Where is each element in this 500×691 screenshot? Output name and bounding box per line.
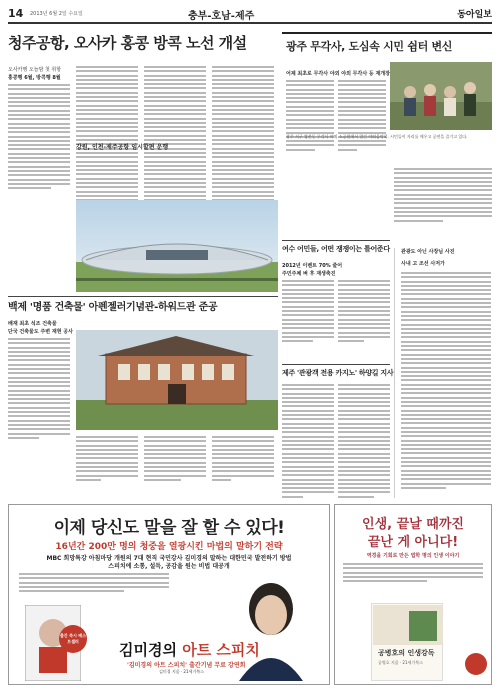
ad-right-line-1: 인생, 끝날 때까진 xyxy=(362,517,464,532)
baekje-col-4 xyxy=(212,436,274,481)
yeosu-sub-2: 주민주체 벼 후 재생축진 xyxy=(282,271,336,277)
gwangju-story xyxy=(282,32,492,152)
jeju-col-1 xyxy=(282,384,334,498)
lead-headline: 청주공항, 오사카 홍콩 방콕 노선 개설 xyxy=(8,34,247,52)
section-name: 충부-호남-제주 xyxy=(188,11,255,22)
yeosu-col-1 xyxy=(282,280,334,342)
baekje-rule xyxy=(8,296,278,297)
page-number: 14 xyxy=(8,7,24,20)
ad-right-badge xyxy=(465,653,487,675)
ad-mid-line-2: 스피치에 소통, 설득, 공감을 원는 비법 대공개 xyxy=(108,563,230,570)
lead-column-1 xyxy=(8,84,70,189)
lead-byline: 오사카행 오늘밤 첫 취항 xyxy=(8,67,62,73)
jeju-rule xyxy=(282,364,390,365)
page-header xyxy=(8,6,492,24)
ad-right-book xyxy=(371,603,443,681)
ad-right-text xyxy=(343,563,483,582)
baekje-headline: 백제 '명품 건축물' 아펜젤러기념관-하워드관 준공 xyxy=(8,302,218,313)
sidebar-title: 관광도 아닌 사장님 사진 xyxy=(401,249,455,255)
baekje-col-3 xyxy=(144,436,206,481)
gangwon-headline: 강원, 인천-제주공항 임시할편 운행 xyxy=(76,144,169,151)
gwangju-col-1 xyxy=(286,80,334,151)
baekje-col-1 xyxy=(8,338,70,439)
ad-book-title xyxy=(119,639,260,660)
baekje-sub-2: 단국 건축물도 주변 재현 공사 xyxy=(8,329,73,335)
sidebar-subtitle: 사내 고 조선 사저가 xyxy=(401,261,445,267)
ad-right-sub: 역경을 기회로 만든 법학 명의 인생 이야기 xyxy=(366,553,460,559)
ad-headline: 이제 당신도 말을 잘 할 수 있다! xyxy=(53,518,285,538)
ad-author: 김미경 지음 · 21세기북스 xyxy=(159,669,204,674)
ad-tagline: '김미경의 아트 스피치' 출간기념 무료 강연회 xyxy=(127,662,246,669)
gwangju-headline: 광주 무각사, 도심속 시민 쉼터 변신 xyxy=(286,40,453,53)
yeosu-rule xyxy=(282,240,390,241)
jeju-col-2 xyxy=(338,384,390,498)
lead-subheadline: 홍콩행 6월, 방콕행 8월 xyxy=(8,75,61,81)
issue-date: 2013년 6월 2일 수요일 xyxy=(30,11,83,17)
ad-mid-line-1: MBC 희망특강 아침마당 개원의 7대 현직 국민강사 김미경의 말하는 대한민국 발전하기 방법 xyxy=(46,555,292,562)
sidebar-text xyxy=(401,272,491,489)
ad-book-title-name: 김미경의 xyxy=(119,641,177,659)
ad-life-book[interactable] xyxy=(334,504,492,685)
yeosu-col-2 xyxy=(338,280,390,342)
ad-right-book-author: 공병호 지음 · 21세기북스 xyxy=(378,660,423,665)
sidebar-column xyxy=(394,248,492,498)
gwangju-caption: 광주 서구 쌍촌동 무각사 야외 소공원에서 열린 야외음악회. 시민들이 자리를 메우고 공연을 즐기고 있다. xyxy=(286,134,468,139)
newspaper-logo: 동아일보 xyxy=(457,10,492,20)
ad-right-book-title: 공병호의 인생강독 xyxy=(378,648,435,657)
jeju-headline: 제주 '관광객 전용 카지노' 하양길 지사 xyxy=(282,369,394,377)
ad-bestseller-badge: 출간 즉시 베스트셀러 xyxy=(59,625,87,653)
ad-right-line-2: 끝난 게 아니다! xyxy=(367,535,459,550)
ad-art-speech[interactable] xyxy=(8,504,330,685)
ad-body-text xyxy=(19,573,169,592)
baekje-photo xyxy=(76,330,278,430)
ad-red-line: 16년간 200만 명의 청중을 열광시킨 마법의 말하기 전략 xyxy=(55,542,283,552)
gwangju-photo xyxy=(390,62,492,130)
yeosu-headline: 여수 어민들, 어떤 쟁쟁이는 틀어준다 xyxy=(282,245,390,253)
gwangju-subheadline: 어제 최초로 무각사 야외 야외 무각사 등 재개장 xyxy=(286,71,390,77)
airport-photo xyxy=(76,200,278,292)
yeosu-sub: 2012년 이벤트 70% 줄어 xyxy=(282,263,343,269)
baekje-col-2 xyxy=(76,436,138,481)
baekje-sub-1: 배재 최초 석조 건축물 xyxy=(8,321,57,327)
ad-book-title-main: 아트 스피치 xyxy=(182,641,260,659)
gwangju-col-3 xyxy=(394,168,492,222)
gwangju-col-2 xyxy=(338,80,386,151)
